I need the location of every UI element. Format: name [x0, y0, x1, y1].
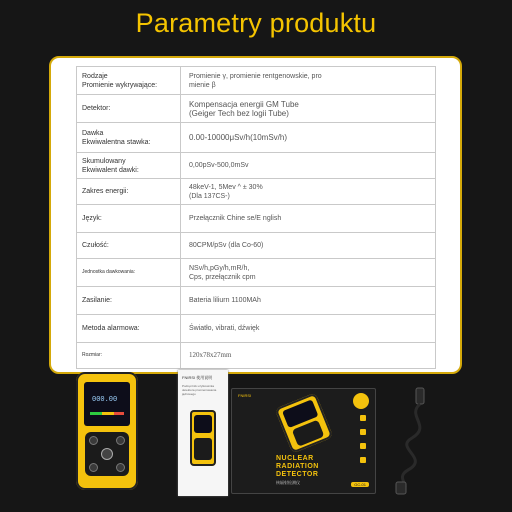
- box-subtitle: 核辐射检测仪: [276, 480, 300, 485]
- box-brand: FNIRSI: [238, 393, 252, 398]
- spec-value-2: (Dla 137CS-): [189, 192, 230, 200]
- spec-key: Detektor:: [82, 105, 111, 112]
- spec-row-power: [77, 287, 436, 315]
- box-model: GC-01: [351, 482, 369, 487]
- level-bar-yellow: [102, 412, 114, 415]
- user-manual-photo: [178, 370, 228, 496]
- box-title-line-1: NUCLEAR: [276, 455, 314, 462]
- spec-row-detector: [77, 95, 436, 123]
- spec-key-sub: Ekwiwalent dawki:: [82, 166, 139, 174]
- manual-device-image: [190, 410, 216, 466]
- spec-value: Przełącznik Chine se/E nglish: [189, 215, 282, 222]
- device-button: [89, 436, 98, 445]
- spec-row-types: [77, 67, 436, 95]
- feature-icon: [356, 457, 370, 467]
- spec-row-language: [77, 205, 436, 233]
- spec-value: 0.00-10000μSv/h(10mSv/h): [189, 133, 287, 142]
- level-bar-green: [90, 412, 102, 415]
- feature-icon: [356, 429, 370, 439]
- spec-row-alarm: [77, 315, 436, 343]
- spec-value: 120x78x27mm: [189, 351, 232, 359]
- device-screen: [84, 382, 130, 426]
- box-device-image: [275, 393, 334, 454]
- spec-key: Metoda alarmowa:: [82, 325, 140, 332]
- retail-box-photo: [231, 388, 376, 494]
- spec-value: 80CPM/pSv (dla Co-60): [189, 242, 264, 249]
- spec-key: Rozmiar:: [82, 352, 103, 358]
- device-button: [89, 463, 98, 472]
- box-title-line-3: DETECTOR: [276, 471, 319, 478]
- spec-row-size: [77, 343, 436, 369]
- device-button: [116, 436, 125, 445]
- spec-key: Rodzaje: [82, 72, 108, 80]
- page-title: Parametry produktu: [135, 8, 377, 38]
- spec-value: Promienie γ, promienie rentgenowskie, pro: [189, 72, 322, 80]
- spec-value: NSv/h,pGy/h,mR/h,: [189, 264, 250, 272]
- spec-row-dose-unit: [77, 259, 436, 287]
- spec-row-cumulative-dose: [77, 153, 436, 179]
- spec-key: Zasilanie:: [82, 297, 112, 304]
- spec-key: Skumulowany: [82, 157, 126, 165]
- device-keypad: [85, 432, 129, 476]
- level-bar-red: [114, 412, 124, 415]
- spec-value-2: (Geiger Tech bez logii Tube): [189, 108, 289, 118]
- spec-value-2: Cps, przełącznik cpm: [189, 273, 256, 281]
- product-photos: [68, 368, 444, 508]
- spec-table: [76, 66, 436, 369]
- feature-icon: [356, 415, 370, 425]
- spec-key: Zakres energii:: [82, 188, 129, 195]
- spec-value: 0,00pSv-500,0mSv: [189, 162, 249, 169]
- spec-row-energy-range: [77, 179, 436, 205]
- spec-row-dose-rate: [77, 123, 436, 153]
- manual-text: Podręcznik użytkownika detektora promieniowania jądrowego: [182, 384, 217, 396]
- manual-title: FNIRSI 使用说明: [182, 375, 213, 380]
- detector-device-photo: [76, 372, 138, 490]
- spec-key: Czułość:: [82, 242, 109, 249]
- spec-value: 48keV-1, 5Mev ^ ± 30%: [189, 183, 263, 191]
- spec-key: Jednostka dawkowania:: [82, 269, 136, 275]
- spec-key: Język:: [82, 215, 102, 222]
- device-reading: 000.00: [92, 396, 118, 404]
- spec-row-sensitivity: [77, 233, 436, 259]
- spec-key-sub: Ekwiwalentna stawka:: [82, 138, 151, 146]
- box-logo-icon: [353, 393, 369, 409]
- device-button: [116, 463, 125, 472]
- device-center-button: [101, 448, 113, 460]
- spec-value: Kompensacja energii GM Tube: [189, 99, 299, 109]
- box-title-line-2: RADIATION: [276, 463, 319, 470]
- spec-value-2: mienie β: [189, 81, 216, 89]
- usb-cable-photo: [386, 386, 442, 496]
- spec-key-sub: Promienie wykrywające:: [82, 81, 158, 89]
- feature-icon: [356, 443, 370, 453]
- spec-key: Dawka: [82, 129, 104, 137]
- spec-value: Bateria liliurn 1100MAh: [189, 297, 261, 304]
- spec-value: Światło, vibrati, dźwięk: [189, 325, 260, 332]
